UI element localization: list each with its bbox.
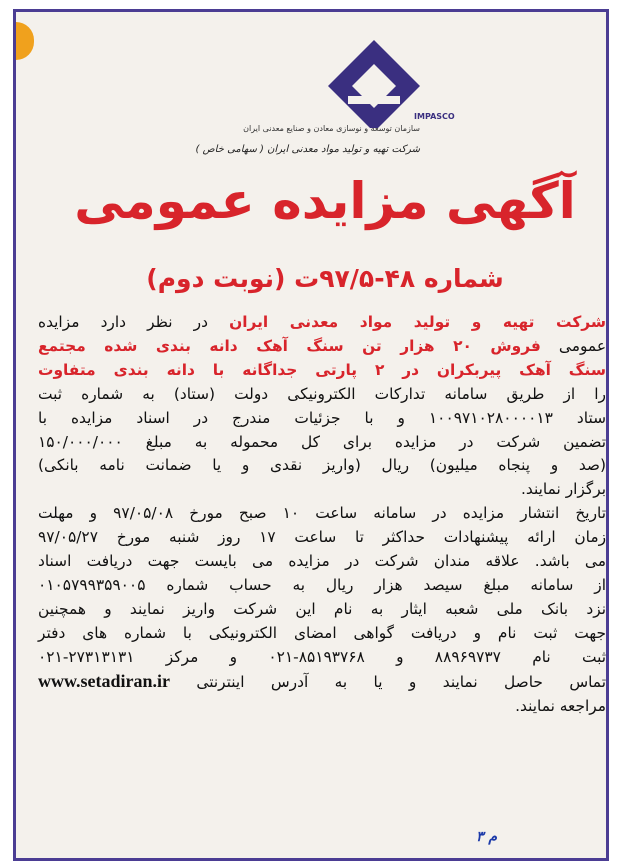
body-line	[38, 695, 606, 719]
company-logo	[195, 38, 455, 168]
body-text: تماس حاصل نمایند و یا به آدرس اینترنتی	[170, 672, 606, 691]
body-text: در نظر دارد مزایده	[38, 313, 230, 331]
body-line	[38, 478, 606, 502]
body-line	[38, 431, 606, 455]
notice-title: آگهی مزایده عمومی	[74, 172, 576, 230]
body-text: (صد و پنجاه میلیون) ریال (واریز نقدی و یا ضمانت نامه بانکی)	[38, 456, 606, 475]
body-line	[38, 622, 606, 646]
body-line	[38, 598, 606, 622]
body-line	[38, 574, 606, 598]
body-text: را از طریق سامانه تدارکات الکترونیکی دولت (ستاد) به شماره ثبت	[38, 384, 606, 403]
highlight-text: فروش ۲۰ هزار تن سنگ آهک دانه بندی شده مجتمع	[38, 336, 541, 355]
signature-mark: م ۳	[476, 829, 498, 845]
body-line	[38, 502, 606, 526]
body-line	[38, 646, 606, 670]
logo-org-line: سازمان توسعه و نوسازی معادن و صنایع معدنی ایران	[243, 124, 420, 133]
logo-mark-icon	[324, 38, 424, 128]
body-text: تضمین شرکت در مزایده برای کل محموله به مبلغ ۱۵۰/۰۰۰/۰۰۰	[38, 432, 606, 451]
body-text: جهت ثبت نام و دریافت گواهی امضای الکترونیکی با شماره های دفتر	[38, 623, 606, 642]
body-line	[38, 383, 606, 407]
website-link[interactable]: www.setadiran.ir	[38, 670, 170, 691]
body-text: زمان ارائه پیشنهادات حداکثر تا ساعت ۱۷ روز شنبه مورخ ۹۷/۰۵/۲۷	[38, 528, 606, 547]
highlight-text: سنگ آهک پیربکران در ۲ پارتی جداگانه با دانه بندی متفاوت	[38, 360, 606, 379]
body-text: برگزار نمایند.	[521, 480, 606, 499]
body-text: از سامانه مبلغ سیصد هزار ریال به حساب شماره ۰۱۰۵۷۹۹۳۵۹۰۰۵	[38, 575, 606, 594]
body-text: مراجعه نمایند.	[515, 696, 606, 715]
notice-number: شماره ۴۸-۹۷/۵ت (نوبت دوم)	[146, 264, 504, 293]
body-text: تاریخ انتشار مزایده در سامانه ساعت ۱۰ صبح مورخ ۹۷/۰۵/۰۸ و مهلت	[38, 504, 606, 523]
notice-frame	[13, 9, 609, 861]
body-line	[38, 550, 606, 574]
body-line	[38, 670, 606, 695]
body-line	[38, 359, 606, 383]
body-text: عمومی	[540, 336, 606, 355]
body-text: نزد بانک ملی شعبه ایثار به نام این شرکت واریز نمایند و همچنین	[38, 599, 606, 618]
body-line	[38, 335, 606, 359]
body-text: ستاد ۱۰۰۹۷۱۰۲۸۰۰۰۰۱۳ و با جزئیات مندرج در اسناد مزایده با	[38, 408, 606, 427]
body-line	[38, 311, 606, 335]
logo-company-line: شرکت تهیه و تولید مواد معدنی ایران ( سهامی خاص )	[195, 144, 420, 155]
body-line	[38, 526, 606, 550]
brand-abbr: IMPASCO	[414, 112, 455, 121]
body-line	[38, 454, 606, 478]
corner-tab	[16, 22, 34, 60]
body-text: می باشد. علاقه مندان شرکت در مزایده می بایست جهت دریافت اسناد	[38, 552, 606, 571]
body-text: ثبت نام ۸۸۹۶۹۷۳۷ و ۸۵۱۹۳۷۶۸-۰۲۱ و مرکز ۲۷۳۱۳۱۳۱-۰۲۱	[38, 647, 607, 666]
body-line	[38, 407, 606, 431]
notice-body	[38, 311, 606, 718]
highlight-text: شرکت تهیه و تولید مواد معدنی ایران	[229, 313, 607, 331]
